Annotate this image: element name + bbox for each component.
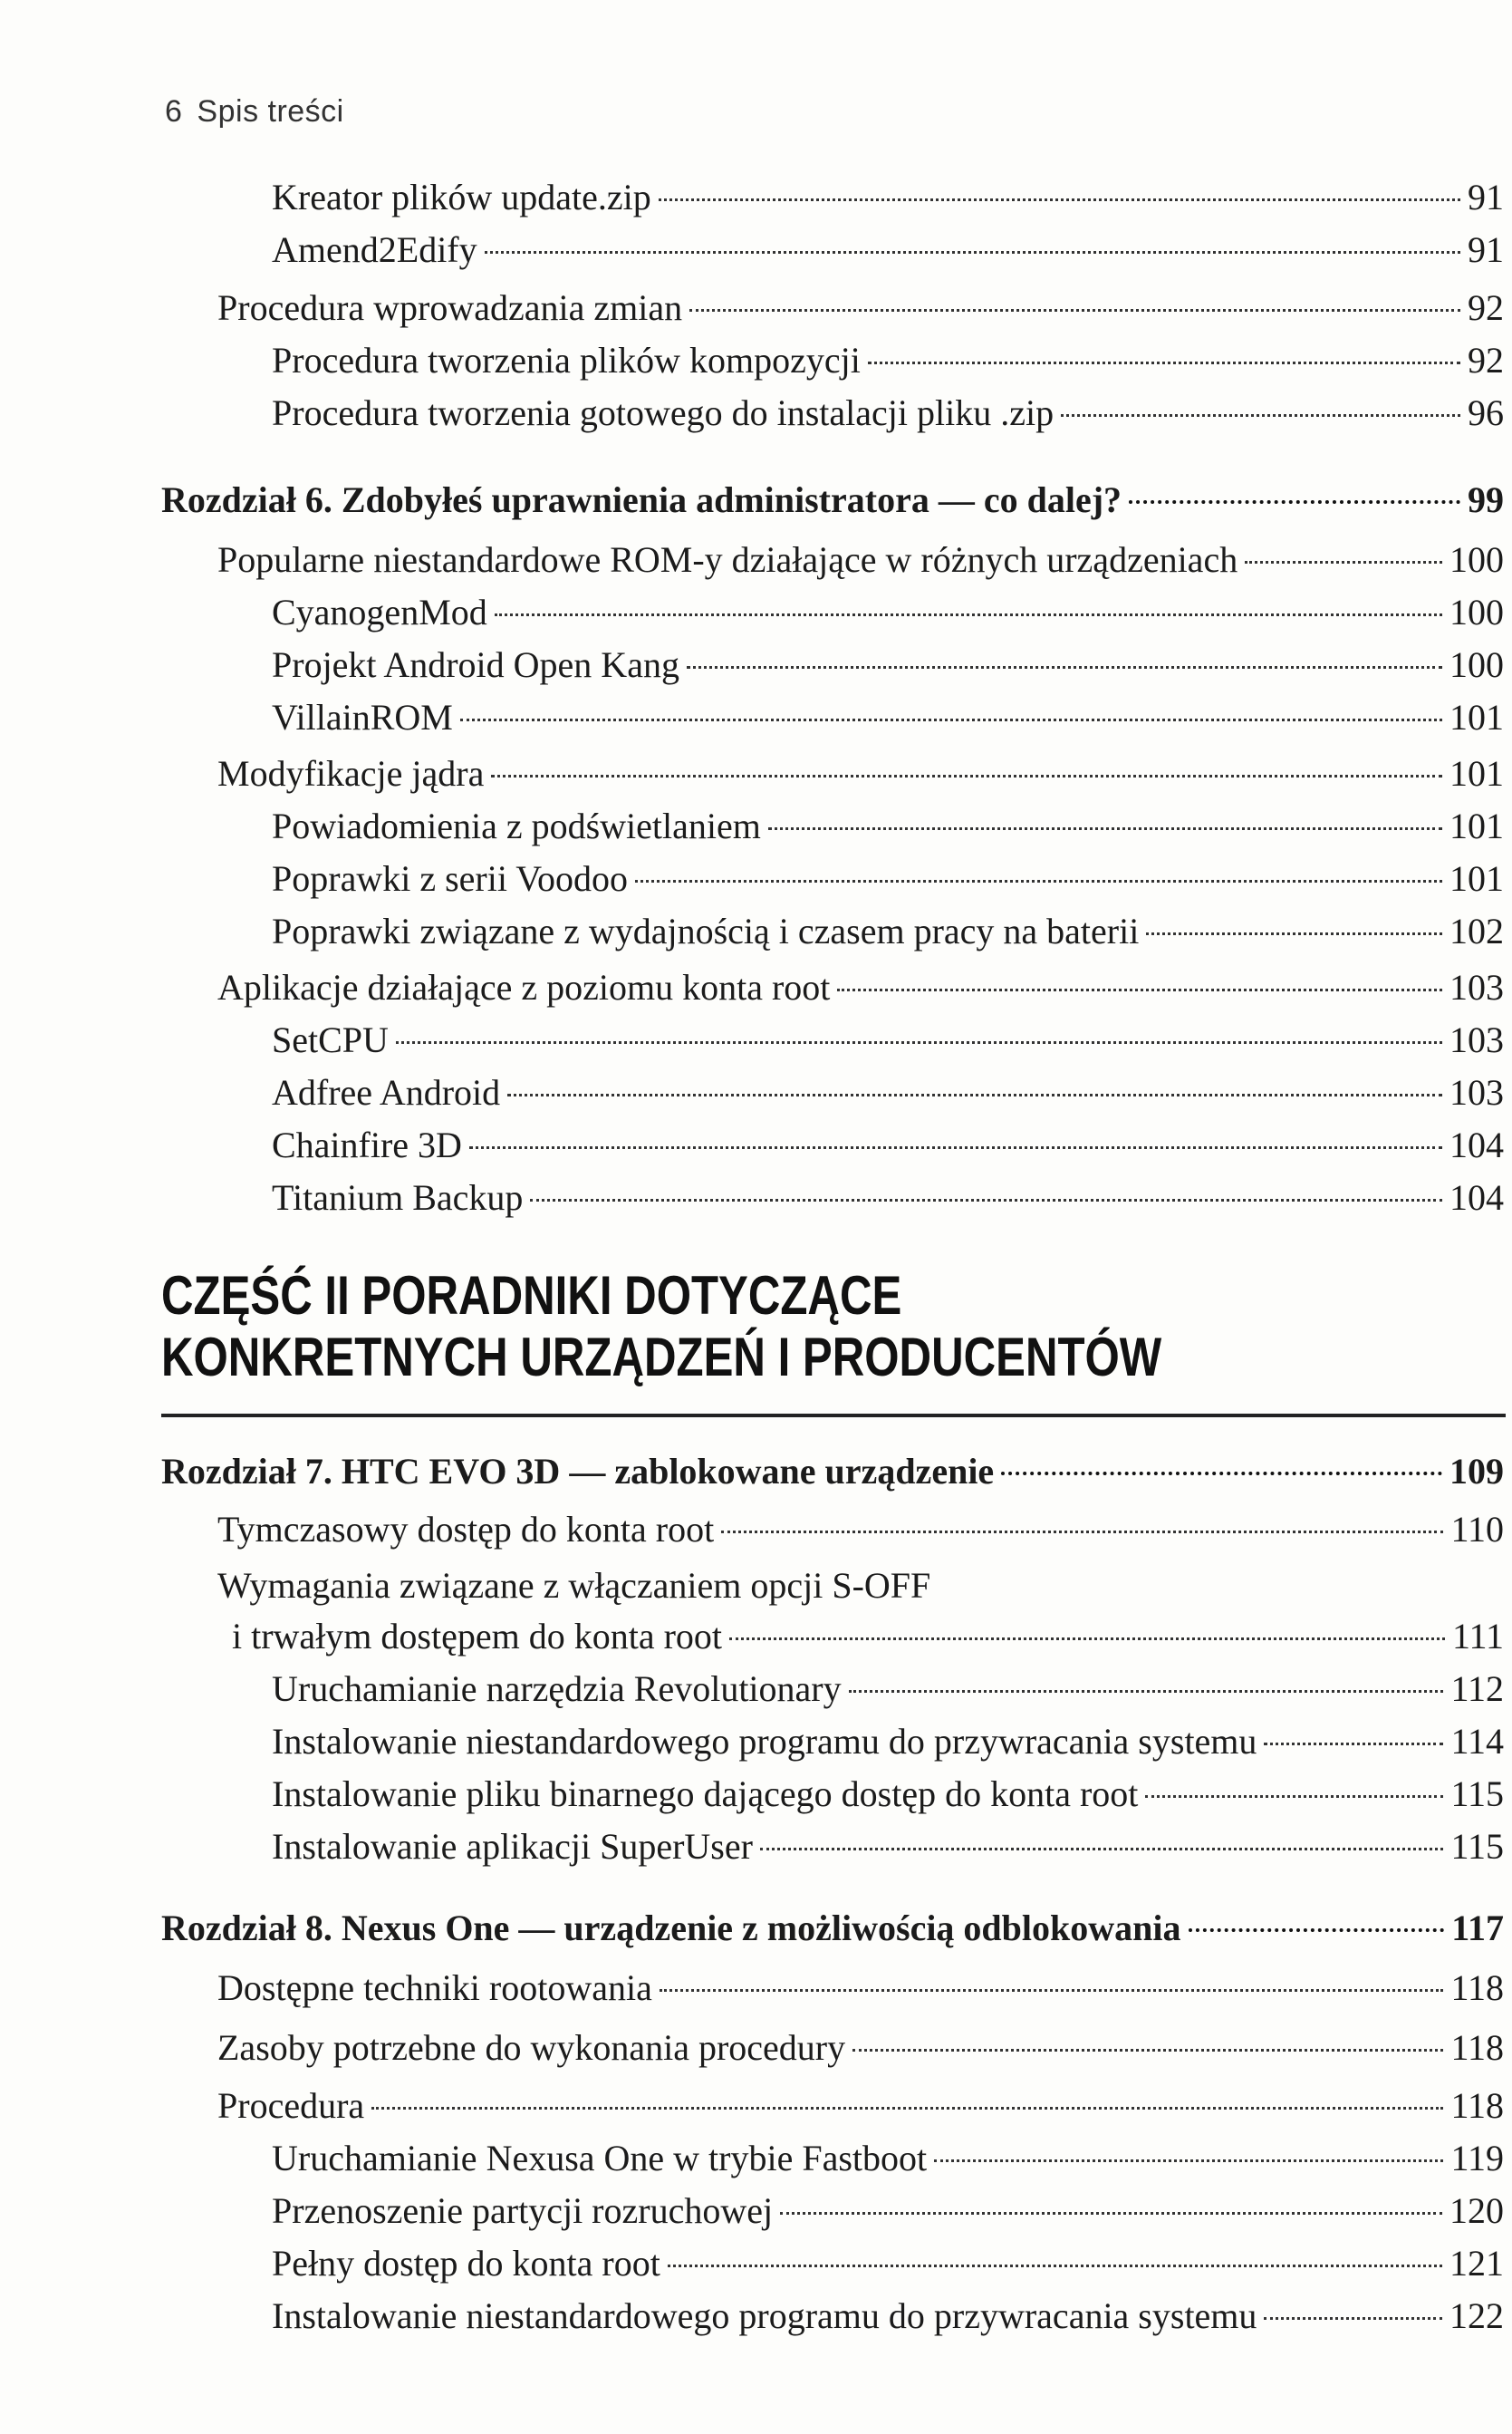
toc-entry[interactable] xyxy=(272,1176,1504,1220)
toc-entry-title: Instalowanie niestandardowego programu do przywracania systemu xyxy=(272,1721,1257,1762)
toc-entry[interactable] xyxy=(272,339,1504,382)
toc-entry-page: 92 xyxy=(1468,340,1504,381)
toc-entry-title: VillainROM xyxy=(272,697,453,738)
toc-entry-title: Instalowanie aplikacji SuperUser xyxy=(272,1826,753,1867)
dot-leader xyxy=(371,2107,1443,2110)
toc-entry[interactable] xyxy=(272,1825,1504,1869)
dot-leader xyxy=(1061,414,1460,417)
chapter-page: 99 xyxy=(1468,479,1504,520)
toc-entry-page: 101 xyxy=(1449,697,1504,738)
dot-leader xyxy=(660,1989,1444,1992)
toc-entry-title: Zasoby potrzebne do wykonania procedury xyxy=(217,2027,846,2068)
toc-entry-page: 104 xyxy=(1449,1177,1504,1218)
toc-entry-page: 103 xyxy=(1449,1019,1504,1060)
toc-entry[interactable] xyxy=(272,857,1504,901)
dot-leader xyxy=(868,362,1460,364)
toc-entry[interactable] xyxy=(217,1966,1504,2010)
toc-entry-page: 115 xyxy=(1450,1826,1504,1867)
toc-entry-title: SetCPU xyxy=(272,1019,389,1060)
toc-entry-title: Instalowanie pliku binarnego dającego dostęp do konta root xyxy=(272,1773,1139,1814)
dot-leader xyxy=(934,2159,1443,2162)
toc-entry-title: Amend2Edify xyxy=(272,229,477,270)
toc-entry[interactable] xyxy=(272,2242,1504,2285)
toc-entry-title: Tymczasowy dostęp do konta root xyxy=(217,1509,715,1550)
toc-entry-title: Pełny dostęp do konta root xyxy=(272,2243,660,2284)
dot-leader xyxy=(852,2049,1443,2052)
toc-entry[interactable] xyxy=(272,696,1504,739)
toc-entry-page: 119 xyxy=(1450,2138,1504,2178)
dot-leader xyxy=(837,989,1442,991)
toc-entry-title: Poprawki z serii Voodoo xyxy=(272,858,628,899)
chapter-title: Rozdział 6. Zdobyłeś uprawnienia administratora — co dalej? xyxy=(161,479,1122,520)
toc-entry-title: Procedura xyxy=(217,2085,365,2126)
toc-entry-title: Projekt Android Open Kang xyxy=(272,644,679,685)
toc-entry-page: 118 xyxy=(1450,1967,1504,2008)
dot-leader xyxy=(768,827,1442,830)
toc-entry-title: i trwałym dostępem do konta root xyxy=(232,1616,723,1656)
toc-entry-page: 121 xyxy=(1449,2243,1504,2284)
dot-leader xyxy=(635,880,1442,883)
toc-entry-page: 114 xyxy=(1450,1721,1504,1762)
toc-entry-page: 96 xyxy=(1468,392,1504,433)
chapter-page: 109 xyxy=(1449,1451,1504,1492)
dot-leader xyxy=(491,775,1442,778)
toc-entry-title: Powiadomienia z podświetlaniem xyxy=(272,806,761,846)
toc-entry-page: 101 xyxy=(1449,753,1504,794)
toc-entry[interactable] xyxy=(272,1124,1504,1167)
toc-entry[interactable] xyxy=(217,2026,1504,2070)
toc-entry[interactable] xyxy=(272,1071,1504,1115)
toc-entry[interactable] xyxy=(272,1720,1504,1763)
dot-leader xyxy=(1245,561,1442,564)
dot-leader xyxy=(1264,2317,1442,2320)
toc-entry[interactable] xyxy=(272,2137,1504,2180)
header-page-number: 6 xyxy=(165,94,183,129)
dot-leader xyxy=(729,1637,1445,1640)
toc-entry-title-line-1[interactable]: Wymagania związane z włączaniem opcji S-OFF xyxy=(217,1565,931,1606)
chapter-title: Rozdział 8. Nexus One — urządzenie z możliwością odblokowania xyxy=(161,1908,1181,1948)
dot-leader xyxy=(689,309,1460,312)
toc-entry-page: 120 xyxy=(1449,2190,1504,2231)
toc-entry[interactable] xyxy=(272,910,1504,953)
toc-entry-title: Adfree Android xyxy=(272,1072,501,1113)
toc-entry[interactable] xyxy=(217,538,1504,582)
toc-entry[interactable] xyxy=(272,391,1504,435)
toc-entry-title: Kreator plików update.zip xyxy=(272,177,651,217)
toc-entry[interactable] xyxy=(272,643,1504,687)
toc-entry[interactable] xyxy=(272,176,1504,219)
part-2-heading xyxy=(161,1265,1161,1388)
toc-entry-title: Procedura tworzenia gotowego do instalacji pliku .zip xyxy=(272,392,1055,433)
toc-entry-page: 102 xyxy=(1449,911,1504,951)
toc-entry-title: Titanium Backup xyxy=(272,1177,524,1218)
toc-entry[interactable] xyxy=(232,1615,1504,1658)
chapter-6-heading[interactable] xyxy=(161,478,1504,522)
toc-entry-page: 92 xyxy=(1468,287,1504,328)
toc-entry-page: 118 xyxy=(1450,2027,1504,2068)
toc-entry-title: Procedura tworzenia plików kompozycji xyxy=(272,340,861,381)
toc-entry[interactable] xyxy=(272,805,1504,848)
header-section-title: Spis treści xyxy=(197,94,344,129)
toc-entry-title: CyanogenMod xyxy=(272,592,487,633)
toc-entry[interactable] xyxy=(217,2084,1504,2128)
dot-leader xyxy=(780,2212,1442,2215)
dot-leader xyxy=(687,666,1442,669)
toc-entry[interactable] xyxy=(272,2189,1504,2233)
toc-entry-title: Dostępne techniki rootowania xyxy=(217,1967,652,2008)
chapter-7-heading[interactable] xyxy=(161,1450,1504,1493)
toc-entry[interactable] xyxy=(272,1019,1504,1062)
toc-entry[interactable] xyxy=(272,2294,1504,2338)
toc-entry-title: Uruchamianie narzędzia Revolutionary xyxy=(272,1668,842,1709)
toc-entry-title: Aplikacje działające z poziomu konta root xyxy=(217,967,831,1008)
toc-entry-page: 100 xyxy=(1449,644,1504,685)
chapter-8-heading[interactable] xyxy=(161,1907,1504,1950)
toc-entry-page: 111 xyxy=(1451,1616,1504,1656)
part-2-heading-line-1: CZĘŚĆ II PORADNIKI DOTYCZĄCE xyxy=(161,1265,902,1326)
dot-leader xyxy=(485,251,1460,254)
toc-entry[interactable] xyxy=(217,286,1504,330)
toc-entry[interactable] xyxy=(217,752,1504,796)
toc-entry-page: 91 xyxy=(1468,229,1504,270)
toc-entry-page: 101 xyxy=(1449,858,1504,899)
part-2-heading-line-2: KONKRETNYCH URZĄDZEŃ I PRODUCENTÓW xyxy=(161,1327,1162,1387)
toc-entry-title: Poprawki związane z wydajnością i czasem pracy na baterii xyxy=(272,911,1140,951)
toc-entry-title: Procedura wprowadzania zmian xyxy=(217,287,683,328)
toc-entry-page: 101 xyxy=(1449,806,1504,846)
toc-entry[interactable] xyxy=(217,1508,1504,1551)
toc-entry[interactable] xyxy=(272,591,1504,634)
toc-entry-title: Uruchamianie Nexusa One w trybie Fastboot xyxy=(272,2138,928,2178)
dot-leader xyxy=(760,1848,1444,1850)
dot-leader xyxy=(507,1094,1442,1096)
dot-leader xyxy=(721,1531,1443,1533)
running-head xyxy=(165,94,344,130)
toc-entry-page: 91 xyxy=(1468,177,1504,217)
toc-entry-page: 100 xyxy=(1449,592,1504,633)
dot-leader xyxy=(1001,1472,1442,1475)
toc-entry-page: 110 xyxy=(1450,1509,1504,1550)
dot-leader xyxy=(469,1146,1442,1149)
part-divider xyxy=(161,1414,1506,1417)
dot-leader xyxy=(495,613,1442,616)
chapter-page: 117 xyxy=(1451,1908,1504,1948)
toc-entry-page: 103 xyxy=(1449,967,1504,1008)
dot-leader xyxy=(1189,1928,1445,1932)
toc-entry[interactable] xyxy=(272,1772,1504,1816)
dot-leader xyxy=(1264,1743,1443,1745)
dot-leader xyxy=(1145,1795,1443,1798)
chapter-title: Rozdział 7. HTC EVO 3D — zablokowane urządzenie xyxy=(161,1451,995,1492)
toc-entry-page: 104 xyxy=(1449,1125,1504,1165)
toc-entry-title: Popularne niestandardowe ROM-y działające w różnych urządzeniach xyxy=(217,539,1238,580)
toc-entry-page: 103 xyxy=(1449,1072,1504,1113)
dot-leader xyxy=(1146,932,1442,935)
toc-entry-page: 100 xyxy=(1449,539,1504,580)
toc-entry-title: Przenoszenie partycji rozruchowej xyxy=(272,2190,774,2231)
dot-leader xyxy=(530,1199,1442,1202)
toc-entry-title: Modyfikacje jądra xyxy=(217,753,485,794)
dot-leader xyxy=(849,1690,1444,1693)
dot-leader xyxy=(668,2265,1442,2267)
toc-entry[interactable] xyxy=(272,1667,1504,1711)
dot-leader xyxy=(396,1041,1442,1044)
dot-leader xyxy=(1129,500,1460,504)
toc-entry-page: 122 xyxy=(1449,2295,1504,2336)
toc-entry-page: 115 xyxy=(1450,1773,1504,1814)
toc-entry-page: 112 xyxy=(1450,1668,1504,1709)
dot-leader xyxy=(659,198,1460,201)
toc-entry[interactable] xyxy=(217,966,1504,1009)
dot-leader xyxy=(460,719,1442,721)
toc-entry-title: Chainfire 3D xyxy=(272,1125,462,1165)
toc-entry[interactable] xyxy=(272,228,1504,272)
toc-entry-page: 118 xyxy=(1450,2085,1504,2126)
toc-entry-title: Instalowanie niestandardowego programu do przywracania systemu xyxy=(272,2295,1257,2336)
